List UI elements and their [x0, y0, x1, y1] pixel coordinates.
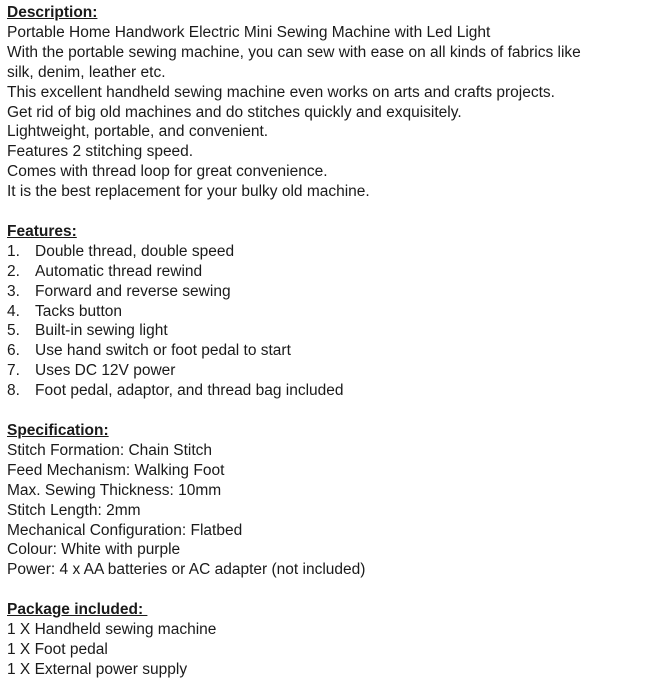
description-line: With the portable sewing machine, you can sew with ease on all kinds of fabrics like: [7, 43, 581, 61]
feature-text: Automatic thread rewind: [35, 262, 203, 280]
package-line: 1 X Handheld sewing machine: [7, 621, 217, 639]
feature-number: 4.: [7, 302, 20, 320]
description-line: Portable Home Handwork Electric Mini Sewing Machine with Led Light: [7, 23, 491, 41]
feature-number: 3.: [7, 282, 20, 300]
feature-item: [7, 242, 655, 262]
section-specification: [7, 421, 655, 580]
description-line: Lightweight, portable, and convenient.: [7, 123, 269, 141]
feature-text: Built-in sewing light: [35, 322, 168, 340]
feature-number: 8.: [7, 382, 20, 400]
feature-number: 7.: [7, 362, 20, 380]
description-line: Get rid of big old machines and do stitches quickly and exquisitely.: [7, 103, 462, 121]
feature-item: [7, 341, 655, 361]
feature-number: 6.: [7, 342, 20, 360]
feature-item: [7, 321, 655, 341]
specification-line: Mechanical Configuration: Flatbed: [7, 521, 243, 539]
feature-item: [7, 361, 655, 381]
feature-item: [7, 262, 655, 282]
section-features: [7, 222, 655, 401]
feature-item: [7, 381, 655, 401]
specification-line: Feed Mechanism: Walking Foot: [7, 461, 225, 479]
specification-line: Colour: White with purple: [7, 541, 181, 559]
description-line: Comes with thread loop for great convenience.: [7, 163, 328, 181]
section-heading-package-included: Package included:: [7, 601, 148, 619]
feature-item: [7, 302, 655, 322]
feature-text: Uses DC 12V power: [35, 362, 176, 380]
description-line: silk, denim, leather etc.: [7, 63, 166, 81]
description-line: Features 2 stitching speed.: [7, 143, 194, 161]
feature-number: 5.: [7, 322, 20, 340]
description-line: This excellent handheld sewing machine even works on arts and crafts projects.: [7, 83, 555, 101]
package-line: 1 X External power supply: [7, 660, 188, 678]
specification-line: Max. Sewing Thickness: 10mm: [7, 481, 222, 499]
section-heading-description: Description:: [7, 4, 98, 21]
feature-number: 2.: [7, 262, 20, 280]
feature-text: Forward and reverse sewing: [35, 282, 231, 300]
feature-text: Foot pedal, adaptor, and thread bag included: [35, 382, 344, 400]
feature-number: 1.: [7, 242, 20, 260]
specification-line: Stitch Length: 2mm: [7, 501, 141, 519]
section-heading-features: Features:: [7, 222, 77, 240]
section-package-included: [7, 600, 655, 680]
feature-item: [7, 282, 655, 302]
feature-text: Tacks button: [35, 302, 123, 320]
package-line: 1 X Foot pedal: [7, 640, 108, 658]
specification-line: Stitch Formation: Chain Stitch: [7, 441, 213, 459]
section-description: [7, 3, 655, 202]
feature-text: Double thread, double speed: [35, 242, 235, 260]
section-heading-specification: Specification:: [7, 422, 109, 439]
specification-line: Power: 4 x AA batteries or AC adapter (not included): [7, 561, 366, 579]
feature-text: Use hand switch or foot pedal to start: [35, 342, 291, 360]
description-line: It is the best replacement for your bulky old machine.: [7, 183, 370, 201]
